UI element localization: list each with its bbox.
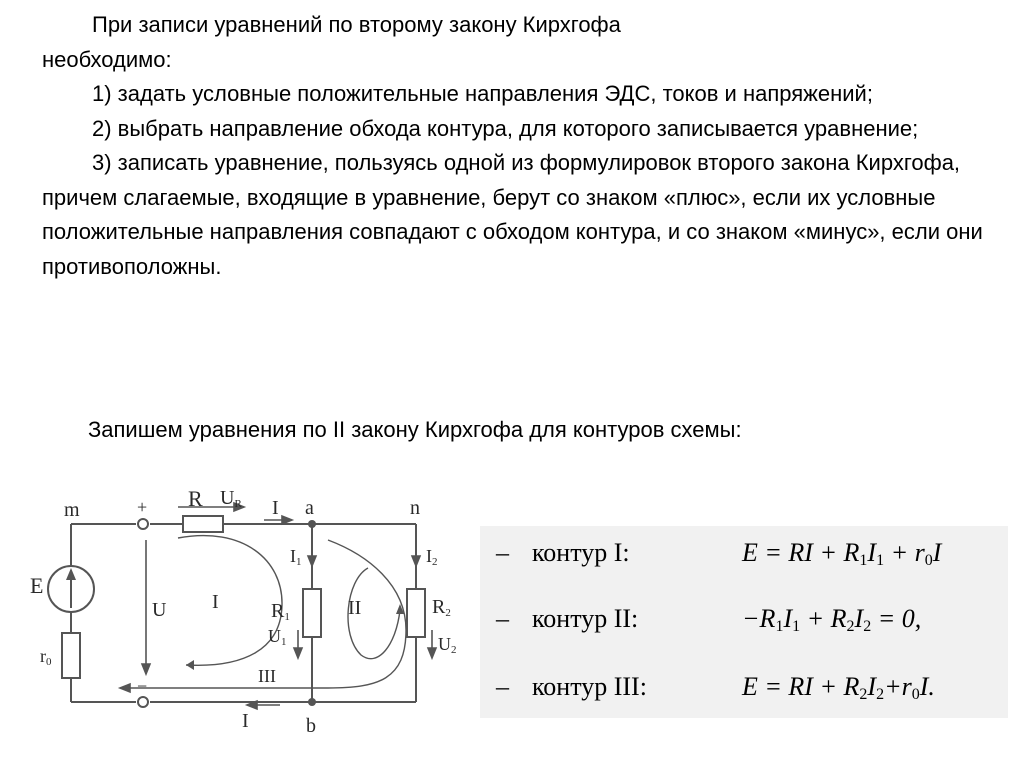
- loop-ii-label: II: [348, 597, 362, 619]
- contour-label: контур III:: [532, 672, 647, 701]
- loop-i-label: I: [212, 591, 219, 613]
- node-m-label: m: [64, 499, 80, 521]
- step-1: 1) задать условные положительные направления ЭДС, токов и напряжений;: [92, 81, 873, 106]
- current-i-top-label: I: [272, 497, 279, 519]
- current-i1-label: I1: [290, 546, 302, 568]
- contour-label: контур II:: [532, 604, 639, 633]
- equation-formula: E = RI + $R_2I_2+r_0I$.: [742, 672, 935, 703]
- loop-iii-label: III: [258, 666, 276, 686]
- voltage-u2-label: U2: [438, 634, 457, 656]
- equation-row: [480, 604, 1008, 644]
- node-a-label: a: [305, 497, 314, 519]
- node-b-label: b: [306, 715, 316, 737]
- equations-panel: [480, 526, 1008, 718]
- resistor-r2-label: R2: [432, 596, 451, 619]
- circuit-diagram: [28, 480, 478, 750]
- resistor-r-label: R: [188, 486, 203, 511]
- list-dash: –: [496, 672, 509, 701]
- instructions-text: [42, 8, 1002, 284]
- voltage-ur-label: UR: [220, 487, 242, 510]
- equation-formula: E = RI + $R_1I_1 + r_0I$: [742, 538, 942, 569]
- current-i-bottom-label: I: [242, 710, 249, 732]
- voltage-u1-label: U1: [268, 626, 287, 648]
- intro-line-2: необходимо:: [42, 46, 172, 72]
- minus-terminal-label: −: [137, 676, 148, 696]
- voltage-u-label: U: [152, 599, 167, 621]
- subheading: Запишем уравнения по II закону Кирхгофа для контуров схемы:: [88, 417, 742, 442]
- intro-line-1: При записи уравнений по второму закону Кирхгофа: [92, 12, 621, 37]
- contour-label: контур I:: [532, 538, 630, 567]
- list-dash: –: [496, 604, 509, 633]
- resistor-r1-label: R1: [271, 600, 290, 623]
- emf-e-label: E: [30, 573, 44, 598]
- resistor-r0-label: r0: [40, 646, 52, 668]
- current-i2-label: I2: [426, 546, 438, 568]
- equation-row: [480, 538, 1008, 578]
- node-n-label: n: [410, 497, 420, 519]
- step-2: 2) выбрать направление обхода контура, для которого записывается уравнение;: [92, 115, 919, 141]
- list-dash: –: [496, 538, 509, 567]
- step-3: 3) записать уравнение, пользуясь одной из формулировок второго закона Кирхгофа, причем слагаемые, входящие в уравнение, берут со знаком «плюс», если их условные положительные направления совпадают с обходом контура, и со знаком «минус», если они противоположны.: [42, 150, 983, 279]
- equation-formula: $-R_1I_1 + R_2I_2 = 0$,: [742, 604, 922, 635]
- equation-row: [480, 672, 1008, 712]
- plus-terminal-label: +: [137, 497, 148, 517]
